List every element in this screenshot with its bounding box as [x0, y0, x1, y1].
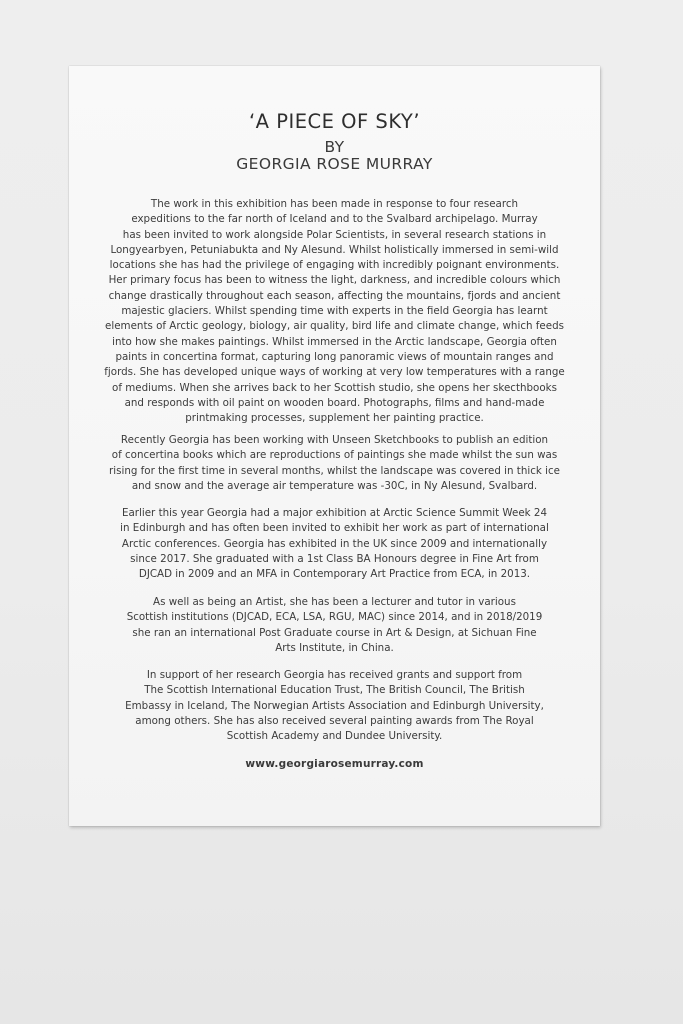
paragraph-teaching — [87, 595, 582, 656]
paragraph-line: change drastically throughout each season, affecting the mountains, fjords and ancient — [108, 289, 561, 302]
paragraph-line: paints in concertina format, capturing long panoramic views of mountain ranges and — [115, 350, 554, 363]
paragraph-line: Recently Georgia has been working with Unseen Sketchbooks to publish an edition — [120, 434, 549, 446]
paragraph-line: has been invited to work alongside Polar Scientists, in several research stations in — [122, 228, 547, 241]
paragraph-line: of mediums. When she arrives back to her Scottish studio, she opens her skecthbooks — [112, 381, 557, 394]
paragraph-line: locations she has had the privilege of engaging with incredibly poignant environments. — [109, 259, 560, 272]
paragraph-line: Her primary focus has been to witness the light, darkness, and incredible colours which — [108, 274, 561, 287]
paragraph-unseen-sketchbooks — [87, 433, 582, 494]
paragraph-line: among others. She has also received several painting awards from The Royal — [135, 714, 534, 727]
paragraph-line: majestic glaciers. Whilst spending time with experts in the field Georgia has learnt — [121, 305, 548, 318]
paragraph-line: In support of her research Georgia has received grants and support from — [146, 669, 523, 681]
paragraph-line: and snow and the average air temperature was -30C, in Ny Alesund, Svalbard. — [131, 479, 538, 492]
paragraph-line: expeditions to the far north of Iceland and to the Svalbard archipelago. Murray — [131, 213, 538, 226]
website-link[interactable]: www.georgiarosemurray.com — [245, 758, 424, 770]
exhibition-poster — [69, 66, 600, 826]
paragraph-line: in Edinburgh and has often been invited to exhibit her work as part of international — [120, 522, 549, 535]
paragraph-line: The work in this exhibition has been made in response to four research — [150, 198, 519, 210]
paragraph-line: and responds with oil paint on wooden board. Photographs, films and hand-made — [124, 396, 545, 409]
paragraph-line: rising for the first time in several months, whilst the landscape was covered in thick ice — [109, 464, 560, 477]
paragraph-line: As well as being an Artist, she has been a lecturer and tutor in various — [153, 596, 516, 608]
paragraph-line: Scottish institutions (DJCAD, ECA, LSA, RGU, MAC) since 2014, and in 2018/2019 — [126, 611, 543, 624]
paragraph-line: elements of Arctic geology, biology, air quality, bird life and climate change, which feeds — [105, 320, 564, 333]
paragraph-line: fjords. She has developed unique ways of working at very low temperatures with a range — [104, 366, 565, 379]
paragraph-line: The Scottish International Education Trust, The British Council, The British — [144, 684, 525, 697]
exhibition-title: ‘A PIECE OF SKY’ — [248, 110, 421, 133]
paragraph-line: Scottish Academy and Dundee University. — [226, 730, 443, 743]
paragraph-line: Earlier this year Georgia had a major exhibition at Arctic Science Summit Week 24 — [121, 507, 548, 519]
paragraph-line: since 2017. She graduated with a 1st Class BA Honours degree in Fine Art from — [130, 552, 539, 565]
paragraph-line: of concertina books which are reproductions of paintings she made whilst the sun was — [111, 449, 558, 462]
paragraph-grants — [87, 668, 582, 744]
paragraph-line: printmaking processes, supplement her painting practice. — [185, 412, 484, 425]
paragraph-research-expeditions — [87, 197, 582, 426]
paragraph-line: into how she makes paintings. Whilst immersed in the Arctic landscape, Georgia often — [112, 335, 557, 348]
paragraph-line: Arctic conferences. Georgia has exhibited in the UK since 2009 and internationally — [121, 537, 548, 550]
paragraph-line: Arts Institute, in China. — [275, 641, 394, 654]
paragraph-line: Longyearbyen, Petuniabukta and Ny Alesund. Whilst holistically immersed in semi-wild — [110, 243, 559, 256]
by-label: BY — [324, 138, 345, 156]
paragraph-exhibitions — [87, 506, 582, 582]
paragraph-line: Embassy in Iceland, The Norwegian Artists Association and Edinburgh University, — [125, 699, 544, 712]
artist-name: GEORGIA ROSE MURRAY — [236, 155, 433, 173]
paragraph-line: DJCAD in 2009 and an MFA in Contemporary Art Practice from ECA, in 2013. — [138, 568, 531, 581]
paragraph-line: she ran an international Post Graduate course in Art & Design, at Sichuan Fine — [132, 626, 537, 639]
